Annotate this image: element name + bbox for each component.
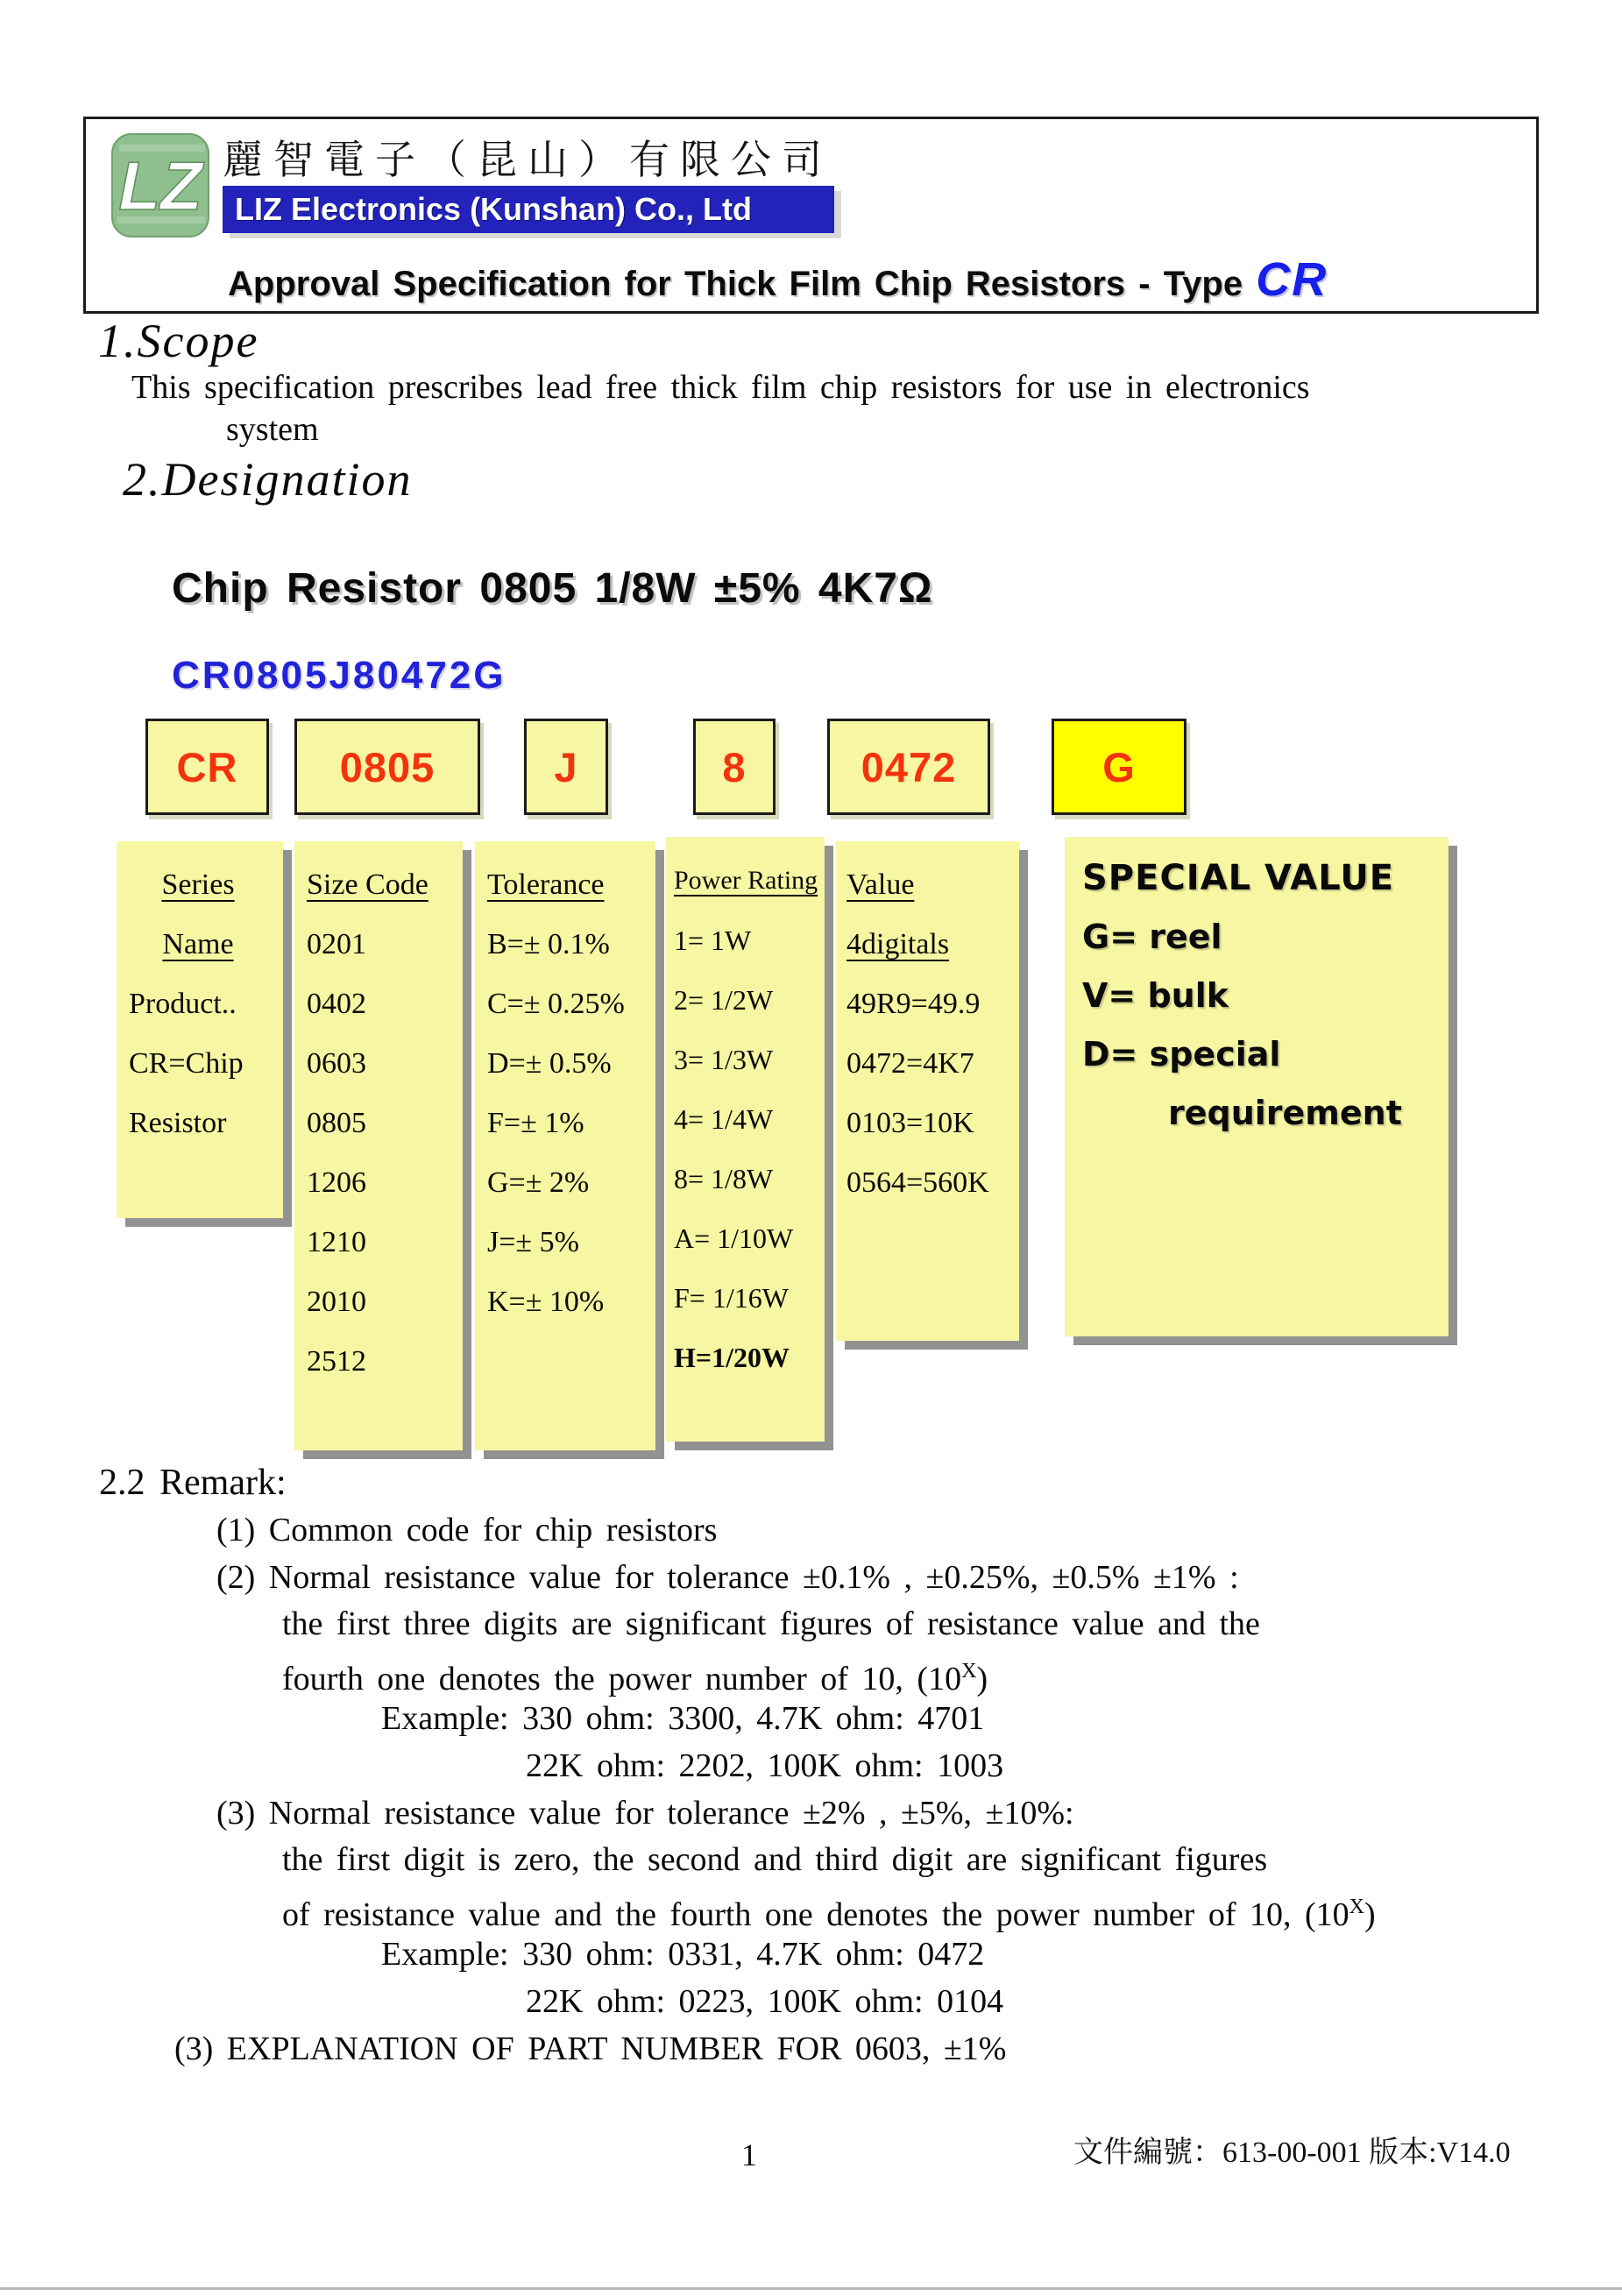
tolerance-row: K=± 10% bbox=[487, 1286, 605, 1318]
power-rating-row: F= 1/16W bbox=[674, 1282, 789, 1314]
part-number: CR0805J80472G bbox=[172, 654, 506, 697]
remark-line: (1) Common code for chip resistors bbox=[216, 1511, 718, 1548]
remark-line: the first three digits are significant figures of resistance value and the bbox=[282, 1605, 1260, 1643]
code-box-cr: CR bbox=[145, 719, 269, 815]
special-value-row: G= reel bbox=[1082, 918, 1222, 956]
scope-text-line2: system bbox=[226, 411, 319, 448]
tolerance-row: B=± 0.1% bbox=[487, 928, 610, 960]
special-value-row: SPECIAL VALUE bbox=[1082, 858, 1395, 898]
remark-line: fourth one denotes the power number of 10, $(10^X)$ bbox=[282, 1660, 988, 1698]
power-rating-row: 4= 1/4W bbox=[674, 1103, 774, 1135]
size-code-row: 2512 bbox=[307, 1345, 366, 1378]
company-logo-icon bbox=[110, 132, 210, 238]
tolerance-row: J=± 5% bbox=[487, 1226, 579, 1258]
remark-line: 2.2 Remark: bbox=[99, 1463, 287, 1503]
value-row: Value bbox=[846, 868, 915, 901]
code-box-0472: 0472 bbox=[827, 719, 990, 815]
remark-line: Example: 330 ohm: 3300, 4.7K ohm: 4701 bbox=[381, 1700, 985, 1737]
remark-line: (2) Normal resistance value for tolerance ±0.1% , ±0.25%, ±0.5% ±1% : bbox=[216, 1558, 1239, 1596]
special-value-row: D= special bbox=[1082, 1035, 1281, 1074]
product-title: Chip Resistor 0805 1/8W ±5% 4K7Ω bbox=[172, 565, 933, 612]
power-rating-row: Power Rating bbox=[674, 866, 818, 895]
document-title-text: Approval Specification for Thick Film Chip Resistors - Type bbox=[228, 265, 1257, 303]
designation-heading: 2.Designation bbox=[123, 453, 413, 506]
code-box-g: G bbox=[1052, 719, 1186, 815]
panel-series-name bbox=[117, 841, 283, 1218]
power-rating-row: H=1/20W bbox=[674, 1342, 790, 1373]
panel-special-value bbox=[1065, 837, 1448, 1336]
remark-line: 22K ohm: 0223, 100K ohm: 0104 bbox=[526, 1982, 1004, 2020]
series-name-row: Resistor bbox=[129, 1107, 227, 1139]
tolerance-row: D=± 0.5% bbox=[487, 1047, 612, 1080]
series-name-row: Series bbox=[161, 868, 235, 901]
power-rating-row: 2= 1/2W bbox=[674, 984, 774, 1016]
series-name-row: Product.. bbox=[129, 988, 237, 1020]
size-code-row: Size Code bbox=[307, 868, 429, 901]
power-rating-row: 1= 1W bbox=[674, 925, 752, 956]
size-code-row: 0402 bbox=[307, 988, 366, 1020]
power-rating-row: 3= 1/3W bbox=[674, 1044, 774, 1075]
tolerance-row: C=± 0.25% bbox=[487, 988, 625, 1020]
panel-value bbox=[836, 841, 1019, 1341]
panel-size-code bbox=[294, 841, 463, 1450]
value-row: 49R9=49.9 bbox=[846, 988, 981, 1020]
footer-doc-number: 文件編號：613-00-001 版本:V14.0 bbox=[1073, 2137, 1511, 2169]
size-code-row: 2010 bbox=[307, 1286, 366, 1318]
tolerance-row: F=± 1% bbox=[487, 1107, 584, 1139]
special-value-row: requirement bbox=[1168, 1094, 1402, 1132]
remark-line: of resistance value and the fourth one denotes the power number of 10, $(10^X)$ bbox=[282, 1896, 1376, 1934]
remark-line: the first digit is zero, the second and third digit are significant figures bbox=[282, 1841, 1268, 1879]
series-name-row: Name bbox=[162, 928, 234, 960]
value-row: 4digitals bbox=[846, 928, 950, 960]
size-code-row: 1210 bbox=[307, 1226, 366, 1258]
power-rating-row: 8= 1/8W bbox=[674, 1163, 774, 1194]
remark-line: Example: 330 ohm: 0331, 4.7K ohm: 0472 bbox=[381, 1936, 985, 1973]
power-rating-row: A= 1/10W bbox=[674, 1222, 794, 1254]
code-box-j: J bbox=[524, 719, 608, 815]
remark-line: 22K ohm: 2202, 100K ohm: 1003 bbox=[526, 1747, 1004, 1784]
company-name-chinese: 麗智電子（昆山）有限公司 bbox=[223, 138, 832, 182]
document-title bbox=[228, 252, 1328, 307]
series-name-row: CR=Chip bbox=[129, 1047, 244, 1080]
scope-text-line1: This specification prescribes lead free thick film chip resistors for use in electronics bbox=[131, 369, 1310, 406]
size-code-row: 0201 bbox=[307, 928, 366, 960]
logo-monogram: LZ bbox=[118, 147, 202, 224]
code-box-0805: 0805 bbox=[294, 719, 480, 815]
size-code-row: 0805 bbox=[307, 1107, 366, 1139]
company-name-english: LIZ Electronics (Kunshan) Co., Ltd bbox=[235, 191, 753, 227]
code-box-8: 8 bbox=[693, 719, 776, 815]
size-code-row: 0603 bbox=[307, 1047, 366, 1080]
panel-tolerance bbox=[475, 841, 655, 1450]
scope-heading: 1.Scope bbox=[98, 315, 259, 367]
page-bottom-edge bbox=[0, 2287, 1622, 2290]
footer-page-number: 1 bbox=[741, 2137, 757, 2172]
value-row: 0103=10K bbox=[846, 1107, 974, 1139]
tolerance-row: Tolerance bbox=[487, 868, 605, 901]
company-name-bar bbox=[223, 186, 834, 233]
remark-line: (3) EXPLANATION OF PART NUMBER FOR 0603, ±1% bbox=[174, 2030, 1007, 2067]
value-row: 0564=560K bbox=[846, 1166, 989, 1199]
tolerance-row: G=± 2% bbox=[487, 1166, 590, 1199]
size-code-row: 1206 bbox=[307, 1166, 366, 1199]
panel-power-rating bbox=[666, 837, 825, 1442]
company-header-box bbox=[83, 117, 1539, 314]
remark-line: (3) Normal resistance value for tolerance ±2% , ±5%, ±10%: bbox=[216, 1794, 1074, 1832]
value-row: 0472=4K7 bbox=[846, 1047, 974, 1080]
special-value-row: V= bulk bbox=[1082, 976, 1229, 1015]
document-title-type-code: CR bbox=[1256, 253, 1328, 306]
